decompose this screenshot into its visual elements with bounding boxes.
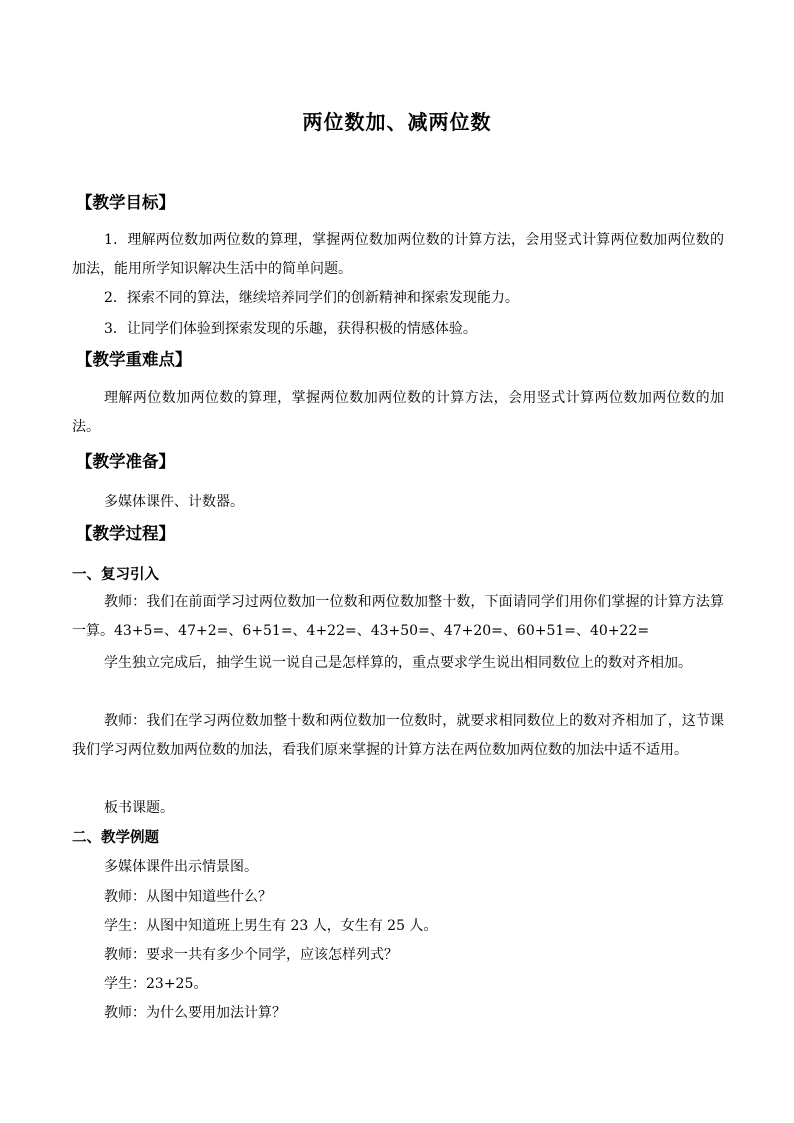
process-part2-line-1: 多媒体课件出示情景图。 (104, 859, 258, 875)
section-heading-keypoints: 【教学重难点】 (76, 350, 192, 369)
process-part1-paragraph-3: 教师：我们在学习两位数加整十数和两位数加一位数时，就要求相同数位上的数对齐相加了，这节课我们学习两位数加两位数的加法，看我们原来掌握的计算方法在两位数加两位数的加法中适不适用。 (72, 713, 724, 758)
process-part1-paragraph-1: 教师：我们在前面学习过两位数加一位数和两位数加整十数，下面请同学们用你们掌握的计算方法算一算。43+5=、47+2=、6+51=、4+22=、43+50=、47+20=、60+51=、40+22= (72, 594, 724, 639)
process-part1-paragraph-4: 板书课题。 (104, 800, 174, 816)
section-heading-process: 【教学过程】 (76, 524, 175, 543)
goal-item-1: 1．理解两位数加两位数的算理，掌握两位数加两位数的计算方法，会用竖式计算两位数加两位数的加法，能用所学知识解决生活中的简单问题。 (72, 232, 724, 277)
section-heading-goals: 【教学目标】 (76, 193, 175, 212)
goal-item-2: 2．探索不同的算法，继续培养同学们的创新精神和探索发现能力。 (104, 290, 519, 306)
process-part2-line-2: 教师：从图中知道些什么？ (104, 889, 272, 905)
process-part2-line-6: 教师：为什么要用加法计算？ (104, 1005, 286, 1021)
process-part2-line-5: 学生：23+25。 (104, 976, 208, 992)
document-title: 两位数加、减两位数 (302, 110, 492, 134)
process-part2-heading: 二、教学例题 (72, 829, 159, 846)
keypoints-text: 理解两位数加两位数的算理，掌握两位数加两位数的计算方法，会用竖式计算两位数加两位数的加法。 (72, 390, 724, 435)
process-part2-line-4: 教师：要求一共有多少个同学，应该怎样列式？ (104, 947, 398, 963)
preparation-text: 多媒体课件、计数器。 (104, 494, 244, 510)
section-heading-preparation: 【教学准备】 (76, 452, 175, 471)
process-part1-heading: 一、复习引入 (72, 566, 159, 583)
process-part1-paragraph-2: 学生独立完成后，抽学生说一说自己是怎样算的，重点要求学生说出相同数位上的数对齐相加。 (104, 655, 692, 671)
goal-item-3: 3．让同学们体验到探索发现的乐趣，获得积极的情感体验。 (104, 321, 477, 337)
process-part2-line-3: 学生：从图中知道班上男生有 23 人，女生有 25 人。 (104, 918, 438, 934)
